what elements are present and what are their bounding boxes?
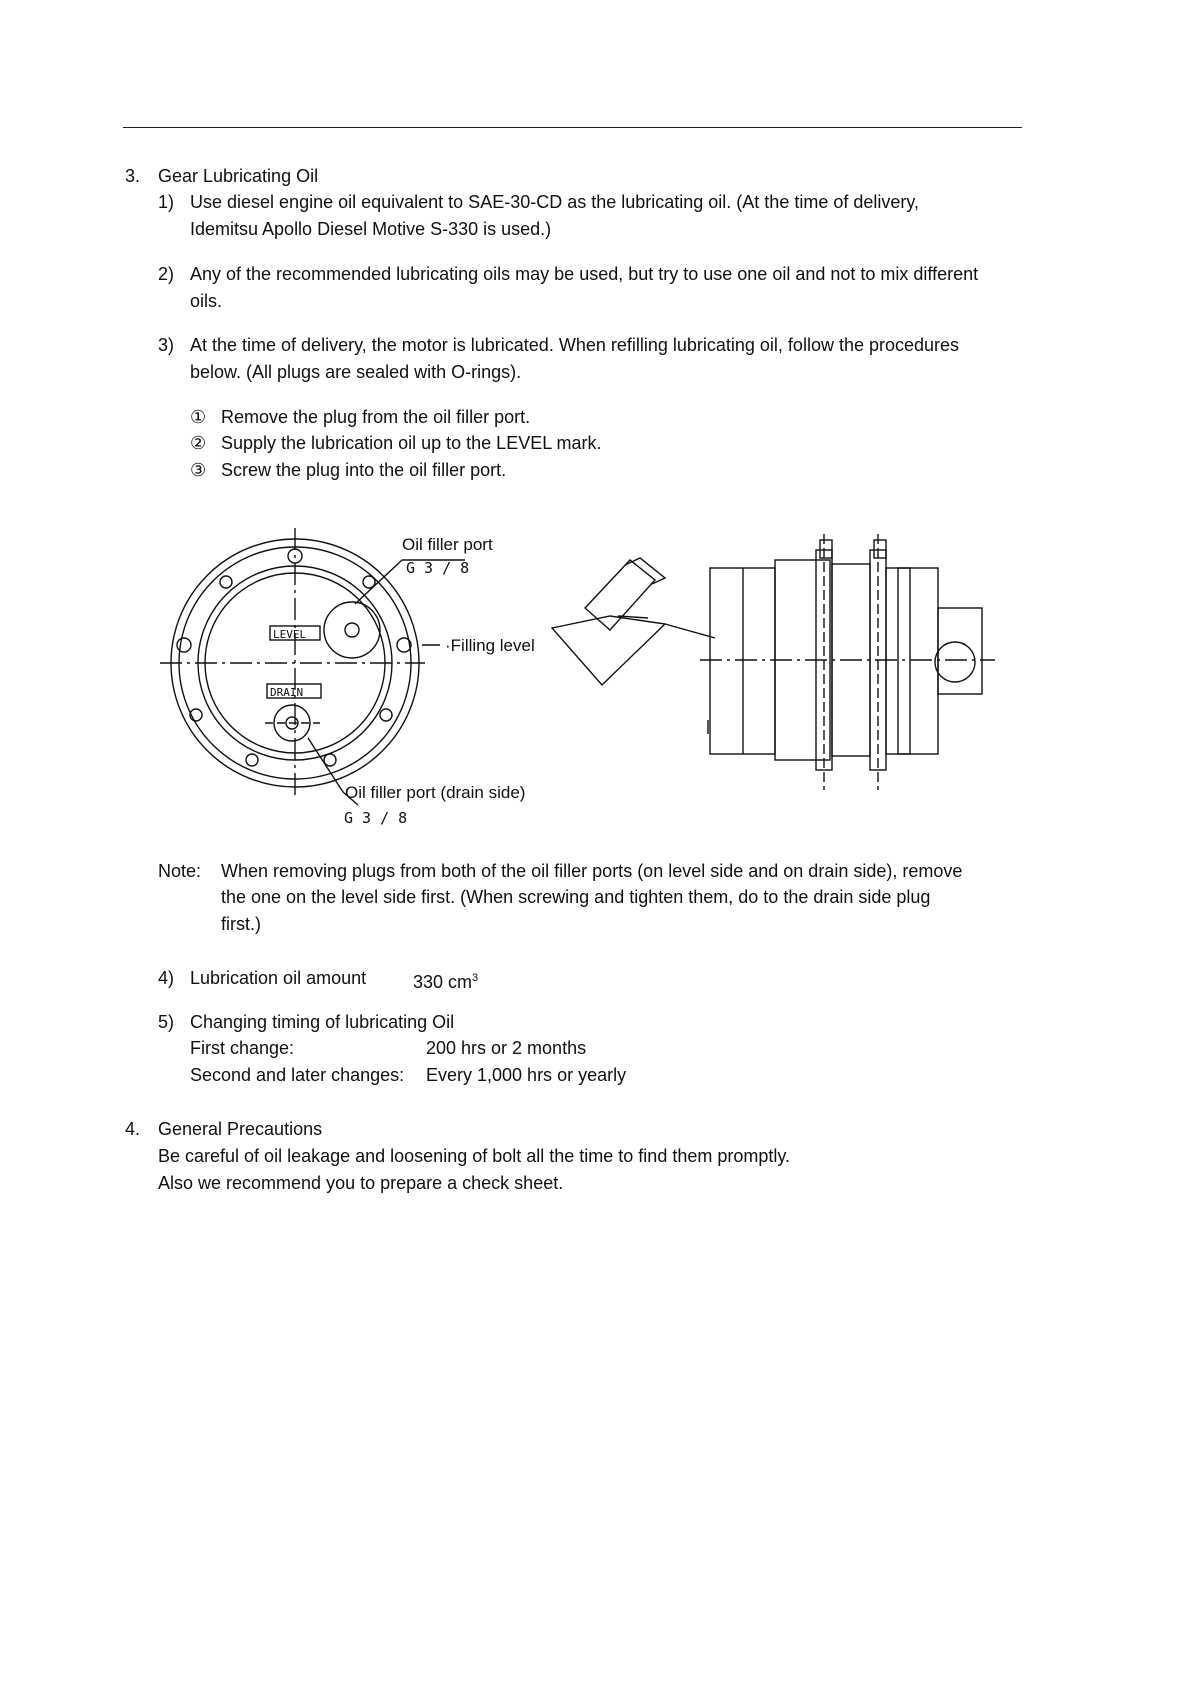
oil-amount-label: Lubrication oil amount [190,968,367,988]
section-4-number: 4. [125,1119,141,1139]
section-4-line-1: Be careful of oil leakage and loosening of bolt all the time to find them promptly. [158,1146,791,1166]
oil-amount-value: 330 $cm^3$ [413,972,479,992]
oil-filler-diagram [140,520,1010,840]
drain-plate-text: DRAIN [270,686,304,699]
item-3-text: At the time of delivery, the motor is lubricated. When refilling lubricating oil, follow the procedures [190,335,960,355]
step-3-mark: ③ [190,460,207,480]
section-4-heading: General Precautions [158,1119,323,1139]
bottom-port-label: Oil filler port (drain side) [345,783,526,802]
item-2-text: Any of the recommended lubricating oils may be used, but try to use one oil and not to mix different [190,264,979,284]
item-1-text-cont: Idemitsu Apollo Diesel Motive S-330 is used.) [190,219,552,239]
note-label: Note: [158,861,202,881]
oil-amount-unit-sup: 3 [472,972,479,984]
item-1-number: 1) [158,192,175,212]
item-3-text-cont: below. (All plugs are sealed with O-rings). [190,362,522,382]
first-change-value: 200 hrs or 2 months [426,1038,587,1058]
step-3-text: Screw the plug into the oil filler port. [221,460,507,480]
bottom-port-spec: G 3 / 8 [344,809,408,827]
step-1-text: Remove the plug from the oil filler port. [221,407,531,427]
section-4-line-2: Also we recommend you to prepare a check sheet. [158,1173,564,1193]
note-line-2: the one on the level side first. (When screwing and tighten them, do to the drain side plug [221,887,931,907]
section-3-number: 3. [125,166,141,186]
later-change-label: Second and later changes: [190,1065,405,1085]
step-2-text: Supply the lubrication oil up to the LEVEL mark. [221,433,602,453]
section-3-heading: Gear Lubricating Oil [158,166,319,186]
level-plate-text: LEVEL [273,628,307,641]
note-line-1: When removing plugs from both of the oil filler ports (on level side and on drain side), remove [221,861,963,881]
top-port-spec: G 3 / 8 [406,559,470,577]
first-change-label: First change: [190,1038,295,1058]
item-4-number: 4) [158,968,175,988]
item-2-text-cont: oils. [190,291,223,311]
step-1-mark: ① [190,407,207,427]
item-5-number: 5) [158,1012,175,1032]
header-rule [123,127,1022,128]
item-5-label: Changing timing of lubricating Oil [190,1012,455,1032]
item-2-number: 2) [158,264,175,284]
motor-side-view [700,534,995,790]
item-1-text: Use diesel engine oil equivalent to SAE-30-CD as the lubricating oil. (At the time of delivery, [190,192,920,212]
top-port-label: Oil filler port [402,535,493,554]
filling-level-label: ·Filling level [445,636,535,655]
item-3-number: 3) [158,335,175,355]
step-2-mark: ② [190,433,207,453]
later-change-value: Every 1,000 hrs or yearly [426,1065,627,1085]
note-line-3: first.) [221,914,261,934]
oil-can-icon [552,558,715,685]
